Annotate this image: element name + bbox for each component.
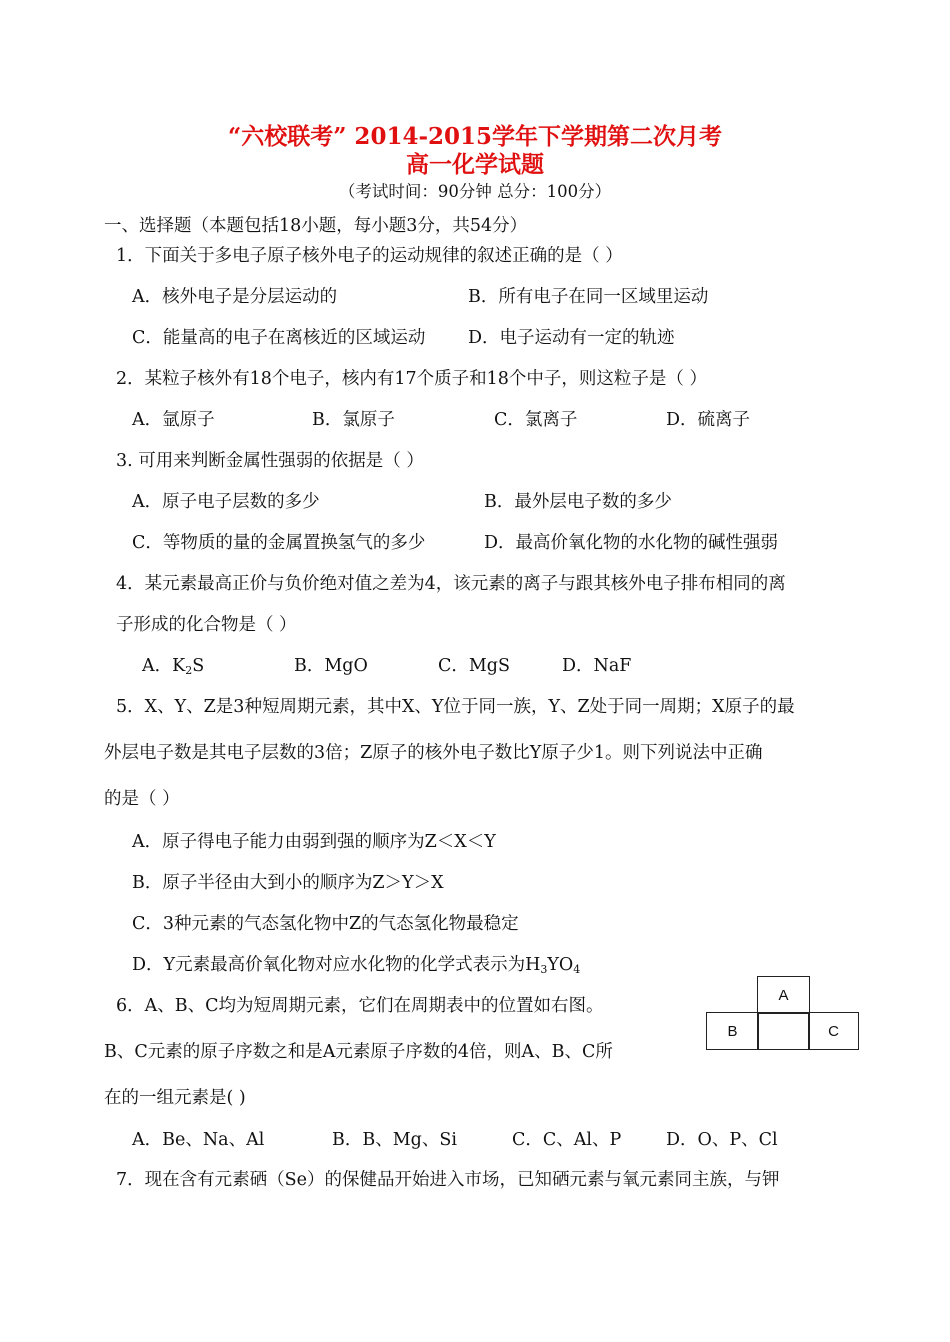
q5-option-b: B．原子半径由大到小的顺序为Z＞Y＞X [132,873,444,893]
periodic-table-figure [706,976,859,1050]
q5-stem-line2: 外层电子数是其电子层数的3倍；Z原子的核外电子数比Y原子少1。则下列说法中正确 [104,743,763,763]
q6-stem-line2: B、C元素的原子序数之和是A元素原子序数的4倍，则A、B、C所 [104,1042,613,1062]
q5-option-a: A．原子得电子能力由弱到强的顺序为Z＜X＜Y [132,832,496,852]
q6-option-b: B．B、Mg、Si [332,1130,457,1150]
table-cell-a: A [757,976,810,1014]
q3-stem: 3. 可用来判断金属性强弱的依据是（ ） [116,451,424,471]
q3-option-d: D．最高价氧化物的水化物的碱性强弱 [484,533,779,553]
q2-option-d: D．硫离子 [666,410,751,430]
q6-option-c: C．C、Al、P [512,1130,622,1150]
q7-stem-line1: 7．现在含有元素硒（Se）的保健品开始进入市场，已知硒元素与氧元素同主族，与钾 [116,1170,780,1190]
q6-stem-line1: 6．A、B、C均为短周期元素，它们在周期表中的位置如右图。 [116,996,604,1016]
q6-option-d: D．O、P、Cl [666,1130,778,1150]
q4-stem-line2: 子形成的化合物是（ ） [116,615,297,635]
q5-option-d: D．Y元素最高价氧化物对应水化物的化学式表示为$H_3YO_4$ [132,955,581,976]
q1-option-d: D．电子运动有一定的轨迹 [468,328,675,348]
exam-title: “六校联考” 2014-2015学年下学期第二次月考 [227,123,723,150]
section-heading: 一、选择题（本题包括18小题，每小题3分，共54分） [104,216,528,236]
table-cell-empty [757,1012,810,1050]
q1-option-a: A．核外电子是分层运动的 [132,287,338,307]
q5-option-c: C．3种元素的气态氢化物中Z的气态氢化物最稳定 [132,914,519,934]
table-cell-b: B [706,1012,759,1050]
q2-stem: 2．某粒子核外有18个电子，核内有17个质子和18个中子，则这粒子是（ ） [116,369,707,389]
q5-stem-line1: 5．X、Y、Z是3种短周期元素，其中X、Y位于同一族，Y、Z处于同一周期；X原子的最 [116,697,795,717]
q2-option-c: C．氯离子 [494,410,578,430]
q4-option-c: C．MgS [438,656,510,676]
q4-option-a: A．$K_2S$ [142,656,205,677]
q3-option-b: B．最外层电子数的多少 [484,492,672,512]
q6-option-a: A．Be、Na、Al [132,1130,265,1150]
q6-stem-line3: 在的一组元素是( ) [104,1088,246,1108]
q1-stem: 1．下面关于多电子原子核外电子的运动规律的叙述正确的是（ ） [116,246,623,266]
q3-option-c: C．等物质的量的金属置换氢气的多少 [132,533,426,553]
q4-option-d: D．NaF [562,656,632,676]
q1-option-b: B．所有电子在同一区域里运动 [468,287,709,307]
q2-option-a: A．氩原子 [132,410,215,430]
exam-subtitle: 高一化学试题 [406,151,544,178]
q4-option-b: B．MgO [294,656,368,676]
q4-stem-line1: 4．某元素最高正价与负价绝对值之差为4，该元素的离子与跟其核外电子排布相同的离 [116,574,786,594]
exam-info: （考试时间：90分钟 总分：100分） [338,182,612,201]
table-cell-c: C [808,1012,859,1050]
q2-option-b: B．氯原子 [312,410,395,430]
q5-stem-line3: 的是（ ） [104,789,180,809]
q3-option-a: A．原子电子层数的多少 [132,492,320,512]
q1-option-c: C．能量高的电子在离核近的区域运动 [132,328,426,348]
